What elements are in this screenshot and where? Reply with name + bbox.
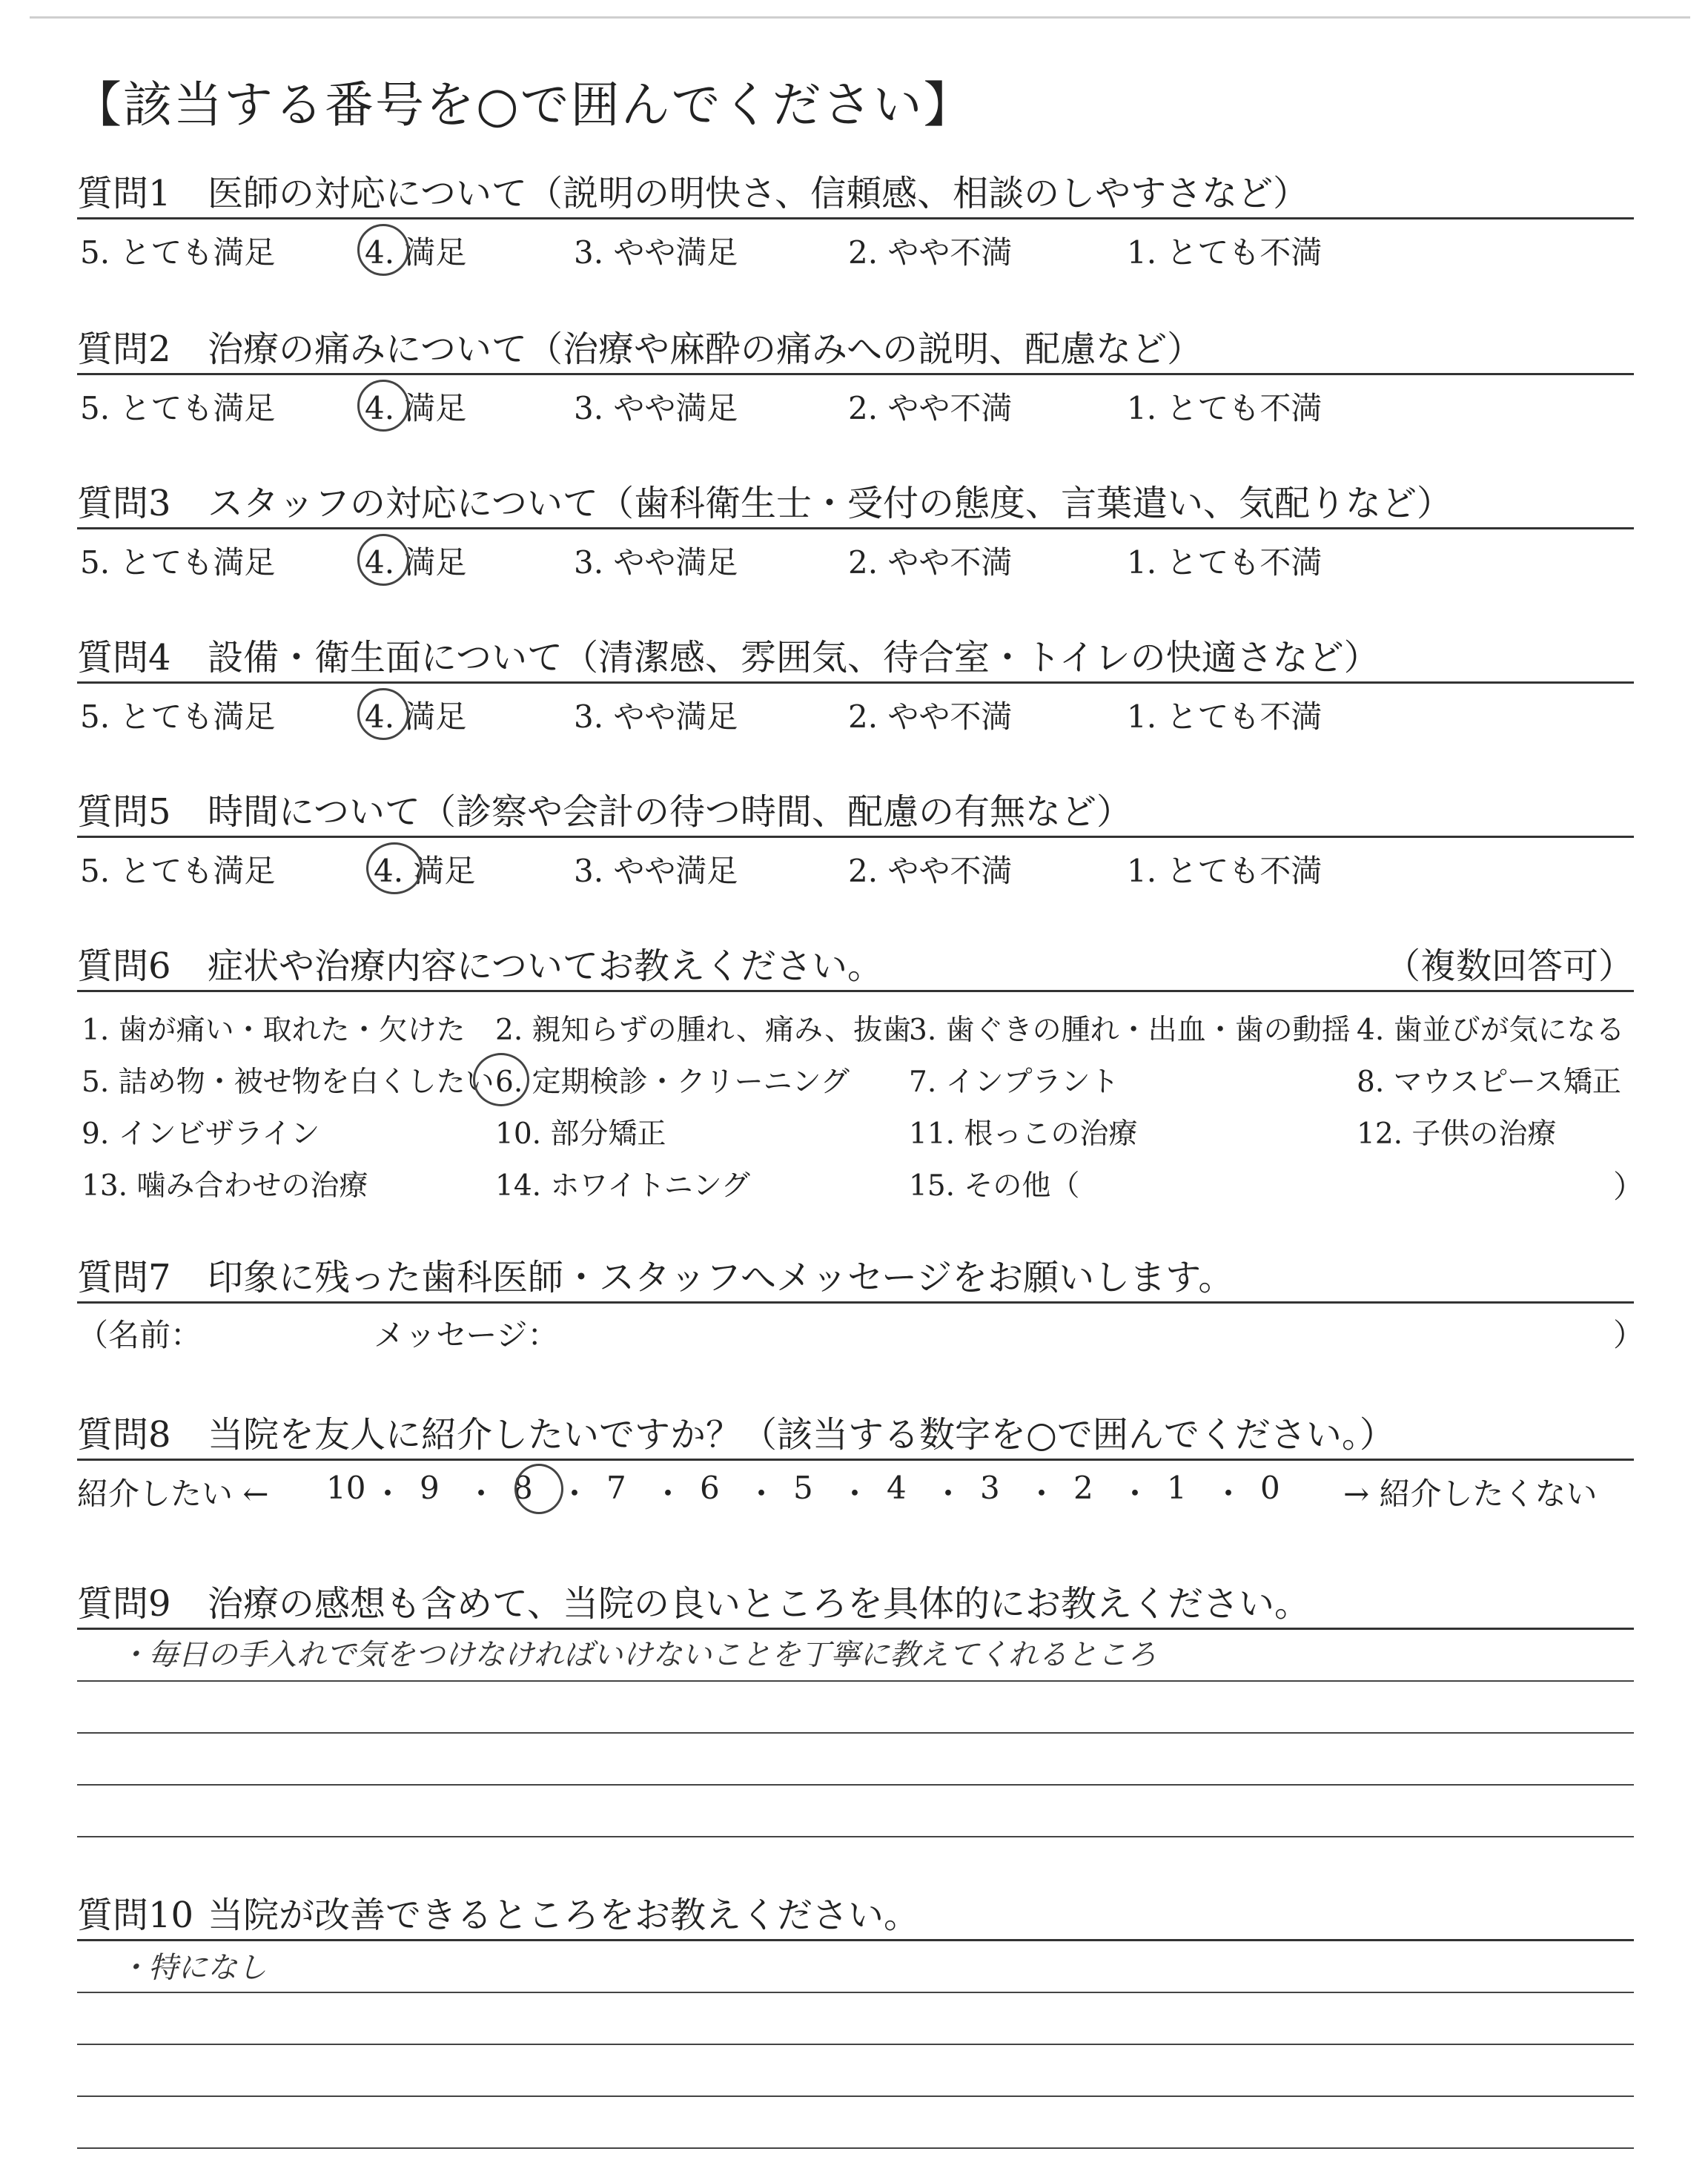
question-2: 質問2 治療の痛みについて（治療や麻酔の痛みへの説明、配慮など） [77, 328, 1203, 370]
option-1[interactable]: 1. とても不満 [1127, 390, 1323, 426]
option-4-selected[interactable]: 4. 満足 [365, 234, 467, 271]
symptom-option[interactable]: 10. 部分矯正 [495, 1117, 666, 1151]
option-3[interactable]: 3. やや満足 [574, 698, 738, 735]
answer-circle [357, 380, 409, 432]
option-5[interactable]: 5. とても満足 [80, 853, 276, 889]
question-9-rule [77, 1628, 1634, 1630]
score-separator: ・ [372, 1476, 404, 1512]
score-option[interactable]: 9 [420, 1470, 440, 1506]
score-separator: ・ [933, 1476, 964, 1512]
question-7-rule [77, 1301, 1634, 1304]
option-2[interactable]: 2. やや不満 [848, 544, 1013, 581]
score-option[interactable]: 2 [1073, 1470, 1093, 1506]
question-7: 質問7 印象に残った歯科医師・スタッフへメッセージをお願いします。 [77, 1257, 1234, 1298]
symptom-option[interactable]: 14. ホワイトニング [495, 1169, 750, 1203]
scale-right-label: → 紹介したくない [1343, 1476, 1598, 1512]
other-close-paren: ） [1613, 1169, 1645, 1205]
option-5[interactable]: 5. とても満足 [80, 544, 276, 581]
option-4-selected[interactable]: 4. 満足 [365, 390, 467, 426]
option-2[interactable]: 2. やや不満 [848, 390, 1013, 426]
symptom-option[interactable]: 2. 親知らずの腫れ、痛み、抜歯 [495, 1014, 912, 1047]
answer-circle [473, 1053, 529, 1106]
name-field-label: （名前： [77, 1317, 202, 1353]
multiple-answers-note: （複数回答可） [1384, 945, 1634, 987]
question-5-rule [77, 836, 1634, 838]
writing-line [77, 1992, 1634, 1993]
option-4-selected[interactable]: 4. 満足 [365, 544, 467, 581]
option-4-selected[interactable]: 4. 満足 [374, 853, 476, 889]
question-6: 質問6 症状や治療内容についてお教えください。 [77, 945, 884, 987]
score-option[interactable]: 5 [793, 1470, 813, 1506]
symptom-option[interactable]: 5. 詰め物・被せ物を白くしたい [82, 1066, 494, 1099]
question-8-rule [77, 1459, 1634, 1461]
question-2-rule [77, 373, 1634, 375]
handwritten-answer: ・特になし [119, 1951, 267, 1985]
top-edge-line [30, 16, 1690, 19]
symptom-option[interactable]: 13. 噛み合わせの治療 [82, 1169, 368, 1203]
score-separator: ・ [559, 1476, 591, 1512]
option-1[interactable]: 1. とても不満 [1127, 544, 1323, 581]
symptom-option[interactable]: 12. 子供の治療 [1357, 1117, 1557, 1151]
question-3-rule [77, 527, 1634, 529]
answer-circle [357, 224, 409, 276]
score-option[interactable]: 0 [1260, 1470, 1280, 1506]
option-2[interactable]: 2. やや不満 [848, 234, 1013, 271]
score-separator: ・ [1119, 1476, 1151, 1512]
symptom-option-other[interactable]: 15. その他（ [909, 1169, 1080, 1203]
option-1[interactable]: 1. とても不満 [1127, 234, 1323, 271]
writing-line [77, 1784, 1634, 1786]
question-5: 質問5 時間について（診察や会計の待つ時間、配慮の有無など） [77, 791, 1133, 833]
question-6-rule [77, 990, 1634, 992]
option-3[interactable]: 3. やや満足 [574, 544, 738, 581]
answer-circle [514, 1464, 563, 1514]
option-1[interactable]: 1. とても不満 [1127, 698, 1323, 735]
question-4-rule [77, 681, 1634, 684]
writing-line [77, 1836, 1634, 1837]
handwritten-answer: ・毎日の手入れで気をつけなければいけないことを丁寧に教えてくれるところ [119, 1638, 1156, 1672]
option-5[interactable]: 5. とても満足 [80, 234, 276, 271]
score-option[interactable]: 10 [326, 1470, 366, 1506]
answer-circle [366, 842, 423, 894]
writing-line [77, 2147, 1634, 2149]
question-10: 質問10 当院が改善できるところをお教えください。 [77, 1895, 920, 1936]
question-10-rule [77, 1939, 1634, 1941]
message-close-paren: ） [1613, 1317, 1645, 1353]
score-separator: ・ [1026, 1476, 1058, 1512]
score-option[interactable]: 3 [980, 1470, 1000, 1506]
question-3: 質問3 スタッフの対応について（歯科衛生士・受付の態度、言葉遣い、気配りなど） [77, 483, 1453, 524]
score-option-selected[interactable]: 8 [513, 1470, 533, 1506]
score-separator: ・ [466, 1476, 497, 1512]
question-1-rule [77, 217, 1634, 219]
option-2[interactable]: 2. やや不満 [848, 853, 1013, 889]
writing-line [77, 2044, 1634, 2045]
question-9: 質問9 治療の感想も含めて、当院の良いところを具体的にお教えください。 [77, 1583, 1311, 1625]
answer-circle [357, 688, 409, 740]
option-5[interactable]: 5. とても満足 [80, 698, 276, 735]
score-separator: ・ [839, 1476, 871, 1512]
score-separator: ・ [746, 1476, 778, 1512]
score-option[interactable]: 4 [887, 1470, 907, 1506]
question-1: 質問1 医師の対応について（説明の明快さ、信頼感、相談のしやすさなど） [77, 173, 1309, 214]
score-option[interactable]: 1 [1167, 1470, 1187, 1506]
page-title: 【該当する番号を○で囲んでください】 [73, 76, 974, 133]
symptom-option[interactable]: 1. 歯が痛い・取れた・欠けた [82, 1014, 466, 1047]
symptom-option[interactable]: 11. 根っこの治療 [909, 1117, 1138, 1151]
option-1[interactable]: 1. とても不満 [1127, 853, 1323, 889]
writing-line [77, 1732, 1634, 1734]
option-3[interactable]: 3. やや満足 [574, 853, 738, 889]
option-5[interactable]: 5. とても満足 [80, 390, 276, 426]
symptom-option[interactable]: 7. インプラント [909, 1066, 1119, 1099]
symptom-option[interactable]: 4. 歯並びが気になる [1357, 1014, 1625, 1047]
scale-left-label: 紹介したい ← [77, 1476, 269, 1512]
writing-line [77, 2095, 1634, 2097]
message-field-label: メッセージ： [374, 1317, 559, 1353]
question-8: 質問8 当院を友人に紹介したいですか？（該当する数字を○で囲んでください。） [77, 1414, 1395, 1456]
score-option[interactable]: 7 [606, 1470, 626, 1506]
answer-circle [357, 534, 409, 586]
symptom-option[interactable]: 9. インビザライン [82, 1117, 320, 1151]
option-4-selected[interactable]: 4. 満足 [365, 698, 467, 735]
symptom-option[interactable]: 3. 歯ぐきの腫れ・出血・歯の動揺 [909, 1014, 1351, 1047]
score-separator: ・ [1213, 1476, 1245, 1512]
score-option[interactable]: 6 [700, 1470, 720, 1506]
option-3[interactable]: 3. やや満足 [574, 234, 738, 271]
symptom-option-selected[interactable]: 6. 定期検診・クリーニング [495, 1066, 850, 1099]
question-4: 質問4 設備・衛生面について（清潔感、雰囲気、待合室・トイレの快適さなど） [77, 637, 1380, 678]
option-3[interactable]: 3. やや満足 [574, 390, 738, 426]
symptom-option[interactable]: 8. マウスピース矯正 [1357, 1066, 1621, 1099]
writing-line [77, 1680, 1634, 1682]
option-2[interactable]: 2. やや不満 [848, 698, 1013, 735]
score-separator: ・ [652, 1476, 684, 1512]
